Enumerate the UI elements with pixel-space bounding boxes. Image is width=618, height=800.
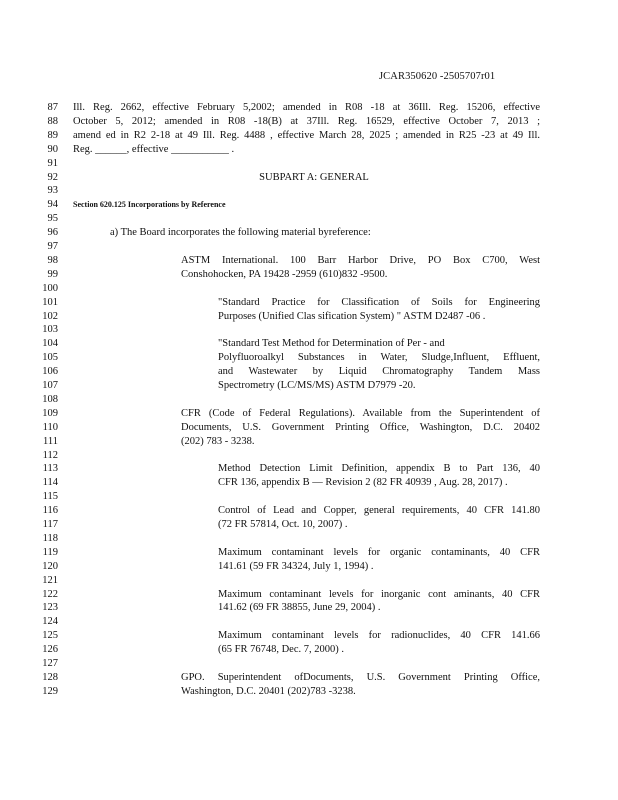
numbered-line [0,407,618,421]
line-text: SUBPART A: GENERAL [259,171,369,183]
line-number: 126 [42,644,58,656]
numbered-line [0,532,618,546]
line-text: (202) 783 - 3238. [181,435,255,447]
line-text: Control of Lead and Copper, general requirements, 40 CFR 141.80 [218,505,540,517]
line-text: October 5, 2012; amended in R08 -18(B) at 37Ill. Reg. 16529, effective October 7, 2013 ; [73,115,540,127]
line-number: 90 [47,143,58,155]
register-blank: ______ [95,143,127,155]
numbered-line [0,323,618,337]
line-text: Ill. Reg. 2662, effective February 5,2002; amended in R08 -18 at 36Ill. Reg. 15206, effective [73,102,540,113]
line-text-prefix: Reg. [73,143,96,155]
numbered-line [0,157,618,171]
numbered-line [0,379,618,393]
numbered-line [0,296,618,310]
line-number: 97 [47,241,58,252]
line-number: 117 [42,519,58,530]
numbered-line [0,240,618,254]
line-number: 129 [42,685,58,697]
line-text: GPO. Superintendent ofDocuments, U.S. Government Printing Office, [181,671,540,683]
numbered-line [0,588,618,602]
line-number: 113 [42,463,58,475]
line-text: Polyfluoroalkyl Substances in Water, Sludge,Influent, Effluent, [218,352,540,364]
line-text: and Wastewater by Liquid Chromatography Tandem Mass [218,366,540,378]
line-text: Maximum contaminant levels for radionuclides, 40 CFR 141.66 [218,630,540,642]
numbered-line [0,351,618,365]
line-number: 119 [42,546,58,558]
line-text: Maximum contaminant levels for organic contaminants, 40 CFR [218,546,540,558]
line-text: Method Detection Limit Definition, appendix B to Part 136, 40 [218,463,540,475]
line-number: 111 [43,435,58,447]
numbered-line [0,476,618,490]
line-number: 110 [42,421,58,433]
numbered-line [0,435,618,449]
line-number: 123 [42,602,58,614]
line-number: 104 [42,338,58,350]
numbered-line [0,685,618,699]
line-number: 106 [42,366,58,378]
line-number: 89 [47,129,58,141]
line-number: 105 [42,352,58,364]
line-text-middle: , effective [126,143,172,155]
line-text: (65 FR 76748, Dec. 7, 2000) . [218,644,344,656]
line-text: 141.61 (59 FR 34324, July 1, 1994) . [218,560,374,572]
numbered-line [0,212,618,226]
numbered-line [0,574,618,588]
line-number: 87 [47,102,58,113]
numbered-line [0,282,618,296]
line-number: 114 [42,477,58,489]
line-number: 103 [42,324,58,336]
line-number: 107 [42,380,58,391]
numbered-line [0,101,618,115]
line-number: 109 [42,407,58,419]
numbered-line [0,143,618,157]
line-text: Conshohocken, PA 19428 -2959 (610)832 -9500. [181,268,388,280]
numbered-line [0,226,618,240]
numbered-line [0,629,618,643]
line-number: 115 [42,491,58,503]
numbered-line [0,671,618,685]
line-text: a) The Board incorporates the following material byreference: [110,227,371,239]
numbered-line [0,268,618,282]
line-text: CFR 136, appendix B — Revision 2 (82 FR 40939 , Aug. 28, 2017) . [218,477,508,489]
numbered-line [0,518,618,532]
document-id-header: JCAR350620 -2505707r01 [379,71,496,82]
line-number: 122 [42,588,58,600]
line-text: (72 FR 57814, Oct. 10, 2007) . [218,519,348,530]
line-text: "Standard Test Method for Determination of Per - and [218,338,445,350]
numbered-line [0,310,618,324]
line-number: 96 [47,227,58,239]
numbered-line [0,504,618,518]
numbered-line [0,129,618,143]
line-text [73,143,234,157]
line-text: Documents, U.S. Government Printing Office, Washington, D.C. 20402 [181,421,540,433]
numbered-line [0,421,618,435]
line-number: 93 [47,185,58,197]
numbered-line [0,560,618,574]
line-text: Purposes (Unified Clas sification System) " ASTM D2487 -06 . [218,310,486,322]
line-text: Washington, D.C. 20401 (202)783 -3238. [181,685,356,697]
line-text: Spectrometry (LC/MS/MS) ASTM D7979 -20. [218,380,416,391]
line-text: Section 620.125 Incorporations by Reference [73,200,226,210]
numbered-line [0,462,618,476]
line-number: 88 [47,115,58,127]
numbered-line [0,198,618,212]
line-text: amend ed in R2 2-18 at 49 Ill. Reg. 4488 , effective March 28, 2025 ; amended in R25 -23 at 49 Ill. [73,129,540,141]
numbered-line [0,171,618,185]
numbered-line [0,601,618,615]
numbered-line [0,337,618,351]
line-number: 125 [42,630,58,642]
line-number: 94 [47,199,58,211]
line-number: 121 [42,574,58,586]
numbered-line [0,184,618,198]
numbered-line [0,365,618,379]
numbered-line [0,615,618,629]
line-text: 141.62 (69 FR 38855, June 29, 2004) . [218,602,381,614]
numbered-line [0,546,618,560]
numbered-line [0,657,618,671]
numbered-line [0,254,618,268]
line-number: 124 [42,616,58,628]
numbered-line [0,643,618,657]
line-text: CFR (Code of Federal Regulations). Available from the Superintendent of [181,407,540,419]
numbered-line [0,115,618,129]
line-text: ASTM International. 100 Barr Harbor Drive, PO Box C700, West [181,254,540,266]
numbered-line [0,449,618,463]
line-number: 128 [42,671,58,683]
line-number: 91 [47,157,58,169]
line-number: 116 [42,505,58,517]
line-number: 120 [42,560,58,572]
numbered-line [0,490,618,504]
line-number: 127 [42,658,58,669]
line-number: 118 [42,532,58,544]
line-number: 102 [42,310,58,322]
line-number: 101 [42,296,58,308]
line-number: 99 [47,268,58,280]
line-text: "Standard Practice for Classification of Soils for Engineering [218,296,540,308]
line-number: 108 [42,393,58,405]
line-number: 100 [42,282,58,294]
line-number: 98 [47,254,58,266]
numbered-line [0,393,618,407]
line-text-end: . [228,143,235,155]
line-number: 95 [47,213,58,225]
line-text: Maximum contaminant levels for inorganic cont aminants, 40 CFR [218,588,540,600]
line-number: 112 [42,449,58,461]
effective-date-blank: ___________ [171,143,229,155]
line-number: 92 [47,171,58,183]
